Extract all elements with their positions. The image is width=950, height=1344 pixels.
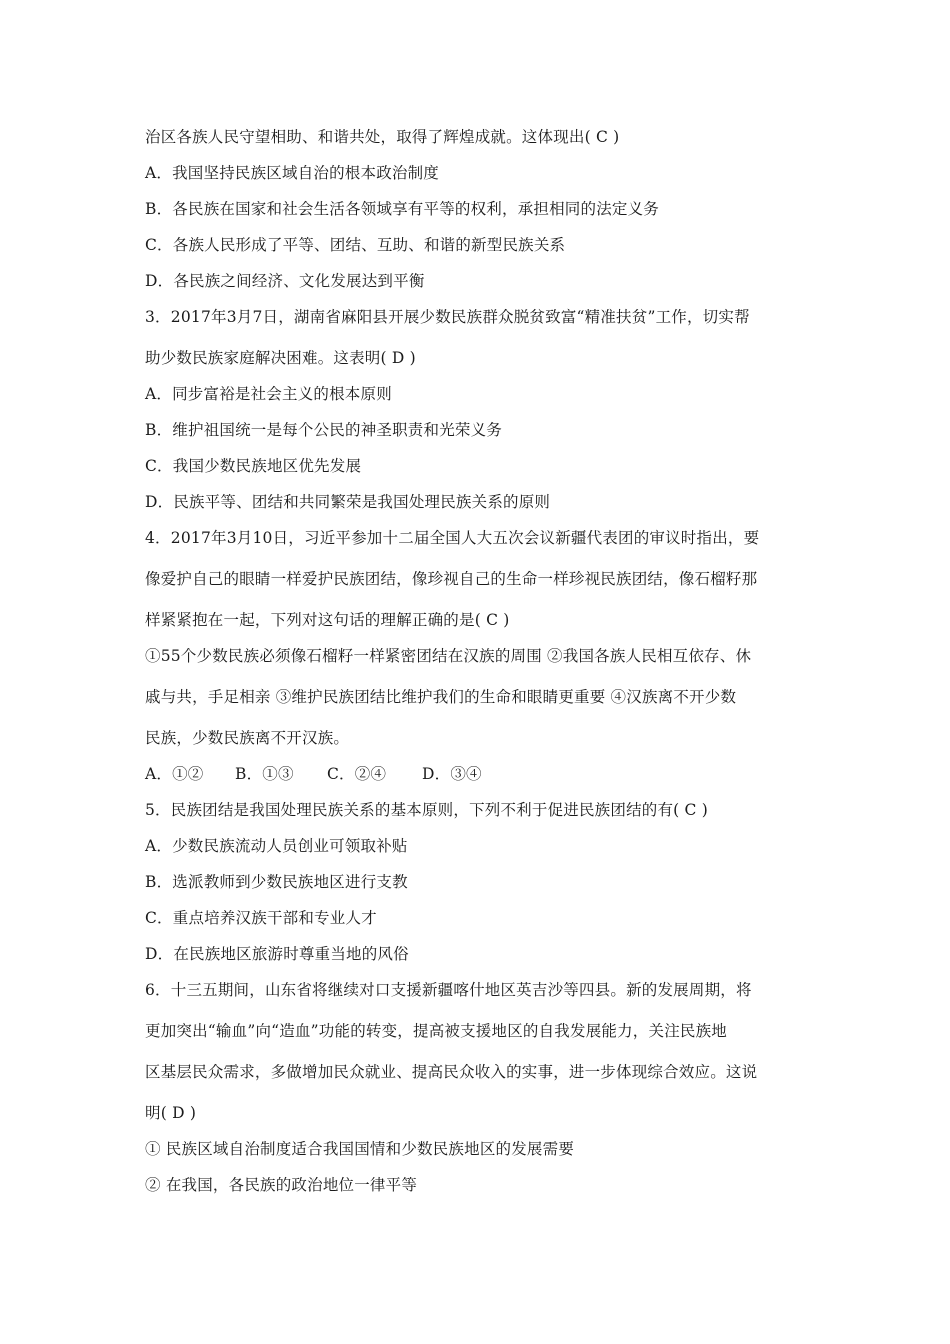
q3-option-c: C．我国少数民族地区优先发展 xyxy=(145,457,362,475)
q4-choice-d: D．③④ xyxy=(422,765,482,783)
q4-statement-line-1: ①55个少数民族必须像石榴籽一样紧密团结在汉族的周围 ②我国各族人民相互依存、休 xyxy=(145,647,752,665)
q6-stem-line-2: 更加突出“输血”向“造血”功能的转变，提高被支援地区的自我发展能力，关注民族地 xyxy=(145,1022,727,1040)
q5-option-c: C．重点培养汉族干部和专业人才 xyxy=(145,909,377,927)
q3-option-a: A．同步富裕是社会主义的根本原则 xyxy=(145,385,392,403)
q5-option-b: B．选派教师到少数民族地区进行支教 xyxy=(145,873,408,891)
q4-choice-a: A．①② xyxy=(145,765,204,783)
q2-option-d: D．各民族之间经济、文化发展达到平衡 xyxy=(145,272,425,290)
q4-choice-b: B．①③ xyxy=(235,765,294,783)
q4-statement-line-2: 戚与共，手足相亲 ③维护民族团结比维护我们的生命和眼睛更重要 ④汉族离不开少数 xyxy=(145,688,737,706)
q3-stem-line-1: 3．2017年3月7日，湖南省麻阳县开展少数民族群众脱贫致富“精准扶贫”工作，切实帮 xyxy=(145,308,750,326)
q6-stem-line-3: 区基层民众需求，多做增加民众就业、提高民众收入的实事，进一步体现综合效应。这说 xyxy=(145,1063,758,1081)
q2-option-c: C．各族人民形成了平等、团结、互助、和谐的新型民族关系 xyxy=(145,236,566,254)
q2-stem-line: 治区各族人民守望相助、和谐共处，取得了辉煌成就。这体现出( C ) xyxy=(145,128,620,146)
q3-option-d: D．民族平等、团结和共同繁荣是我国处理民族关系的原则 xyxy=(145,493,551,511)
q3-stem-line-2: 助少数民族家庭解决困难。这表明( D ) xyxy=(145,349,416,367)
q5-option-d: D．在民族地区旅游时尊重当地的风俗 xyxy=(145,945,409,963)
q6-statement-2: ② 在我国，各民族的政治地位一律平等 xyxy=(145,1176,418,1194)
q6-stem-line-4: 明( D ) xyxy=(145,1104,197,1122)
q5-stem: 5．民族团结是我国处理民族关系的基本原则，下列不利于促进民族团结的有( C ) xyxy=(145,801,708,819)
q4-stem-line-3: 样紧紧抱在一起，下列对这句话的理解正确的是( C ) xyxy=(145,611,510,629)
q5-option-a: A．少数民族流动人员创业可领取补贴 xyxy=(145,837,408,855)
q6-statement-1: ① 民族区域自治制度适合我国国情和少数民族地区的发展需要 xyxy=(145,1140,575,1158)
q2-option-a: A．我国坚持民族区域自治的根本政治制度 xyxy=(145,164,439,182)
q2-option-b: B．各民族在国家和社会生活各领域享有平等的权利，承担相同的法定义务 xyxy=(145,200,659,218)
q4-stem-line-2: 像爱护自己的眼睛一样爱护民族团结，像珍视自己的生命一样珍视民族团结，像石榴籽那 xyxy=(145,570,758,588)
q4-statement-line-3: 民族，少数民族离不开汉族。 xyxy=(145,729,350,747)
q6-stem-line-1: 6．十三五期间，山东省将继续对口支援新疆喀什地区英吉沙等四县。新的发展周期，将 xyxy=(145,981,752,999)
q3-option-b: B．维护祖国统一是每个公民的神圣职责和光荣义务 xyxy=(145,421,502,439)
q4-stem-line-1: 4．2017年3月10日，习近平参加十二届全国人大五次会议新疆代表团的审议时指出，要 xyxy=(145,529,760,547)
q4-choices xyxy=(145,764,810,784)
q4-choice-c: C．②④ xyxy=(327,765,387,783)
